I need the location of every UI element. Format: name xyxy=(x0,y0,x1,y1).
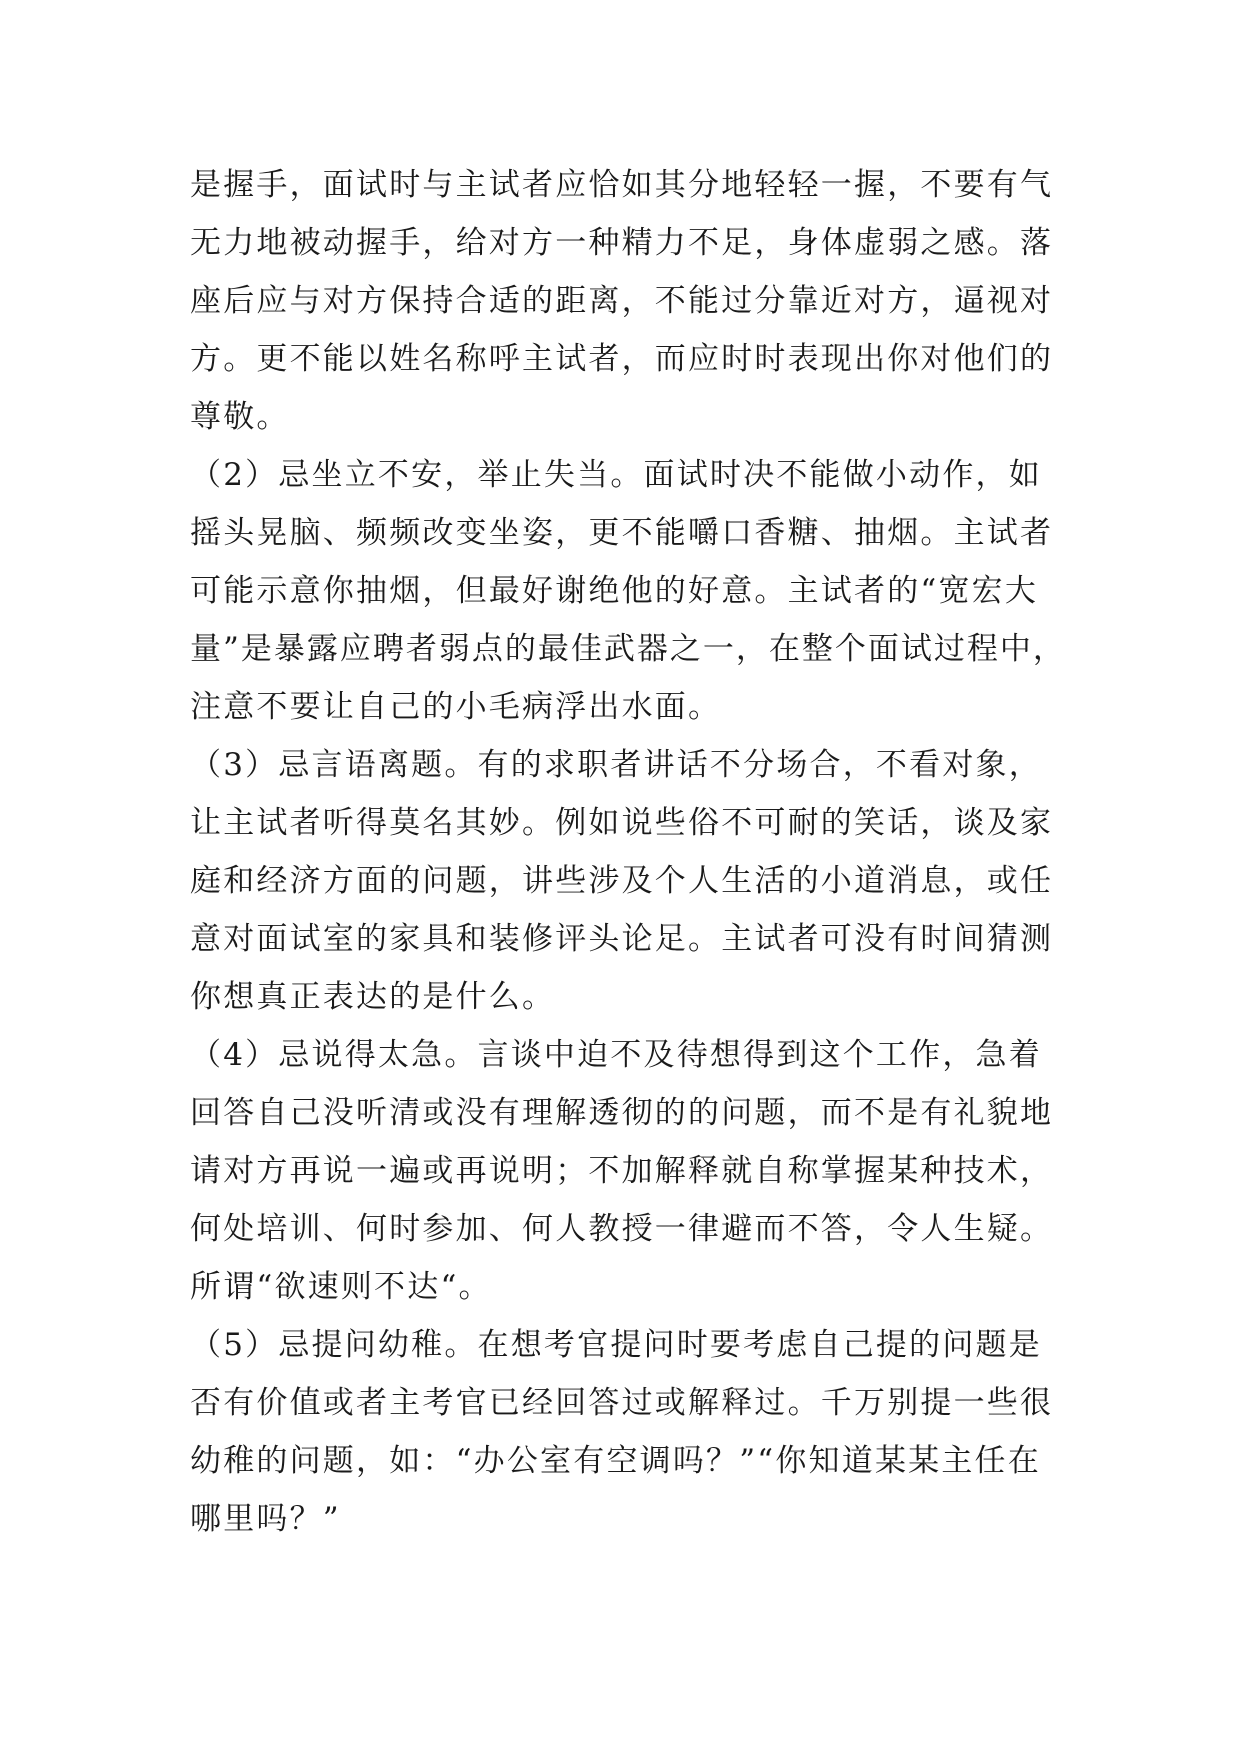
text-line: 庭和经济方面的问题，讲些涉及个人生活的小道消息，或任 xyxy=(190,863,1054,899)
text-line: 座后应与对方保持合适的距离，不能过分靠近对方，逼视对 xyxy=(190,283,1054,319)
text-line: 注意不要让自己的小毛病浮出水面。 xyxy=(190,689,722,725)
text-line: 回答自己没听清或没有理解透彻的的问题，而不是有礼貌地 xyxy=(190,1095,1054,1131)
text-line: 尊敬。 xyxy=(190,399,290,435)
text-line: （5）忌提问幼稚。在想考官提问时要考虑自己提的问题是 xyxy=(190,1327,1042,1363)
text-line: 哪里吗？” xyxy=(190,1501,341,1537)
text-line: 所谓“欲速则不达“。 xyxy=(190,1269,492,1305)
text-line: 否有价值或者主考官已经回答过或解释过。千万别提一些很 xyxy=(190,1385,1054,1421)
text-line: 何处培训、何时参加、何人教授一律避而不答，令人生疑。 xyxy=(190,1211,1054,1247)
body-text xyxy=(190,156,1070,1548)
text-line: 摇头晃脑、频频改变坐姿，更不能嚼口香糖、抽烟。主试者 xyxy=(190,515,1054,551)
text-line: 让主试者听得莫名其妙。例如说些俗不可耐的笑话，谈及家 xyxy=(190,805,1054,841)
text-line: 请对方再说一遍或再说明；不加解释就自称掌握某种技术， xyxy=(190,1153,1054,1189)
text-line: 幼稚的问题，如：“办公室有空调吗？”“你知道某某主任在 xyxy=(190,1443,1041,1479)
text-line: 可能示意你抽烟，但最好谢绝他的好意。主试者的“宽宏大 xyxy=(190,573,1039,609)
text-line: 方。更不能以姓名称呼主试者，而应时时表现出你对他们的 xyxy=(190,341,1054,377)
text-line: （3）忌言语离题。有的求职者讲话不分场合，不看对象， xyxy=(190,747,1042,783)
text-line: 意对面试室的家具和装修评头论足。主试者可没有时间猜测 xyxy=(190,921,1054,957)
text-line: 是握手，面试时与主试者应恰如其分地轻轻一握，不要有气 xyxy=(190,167,1054,203)
text-line: 无力地被动握手，给对方一种精力不足，身体虚弱之感。落 xyxy=(190,225,1054,261)
text-line: 量”是暴露应聘者弱点的最佳武器之一，在整个面试过程中， xyxy=(190,631,1066,667)
text-line: 你想真正表达的是什么。 xyxy=(190,979,556,1015)
text-line: （4）忌说得太急。言谈中迫不及待想得到这个工作，急着 xyxy=(190,1037,1042,1073)
text-line: （2）忌坐立不安，举止失当。面试时决不能做小动作，如 xyxy=(190,457,1042,493)
